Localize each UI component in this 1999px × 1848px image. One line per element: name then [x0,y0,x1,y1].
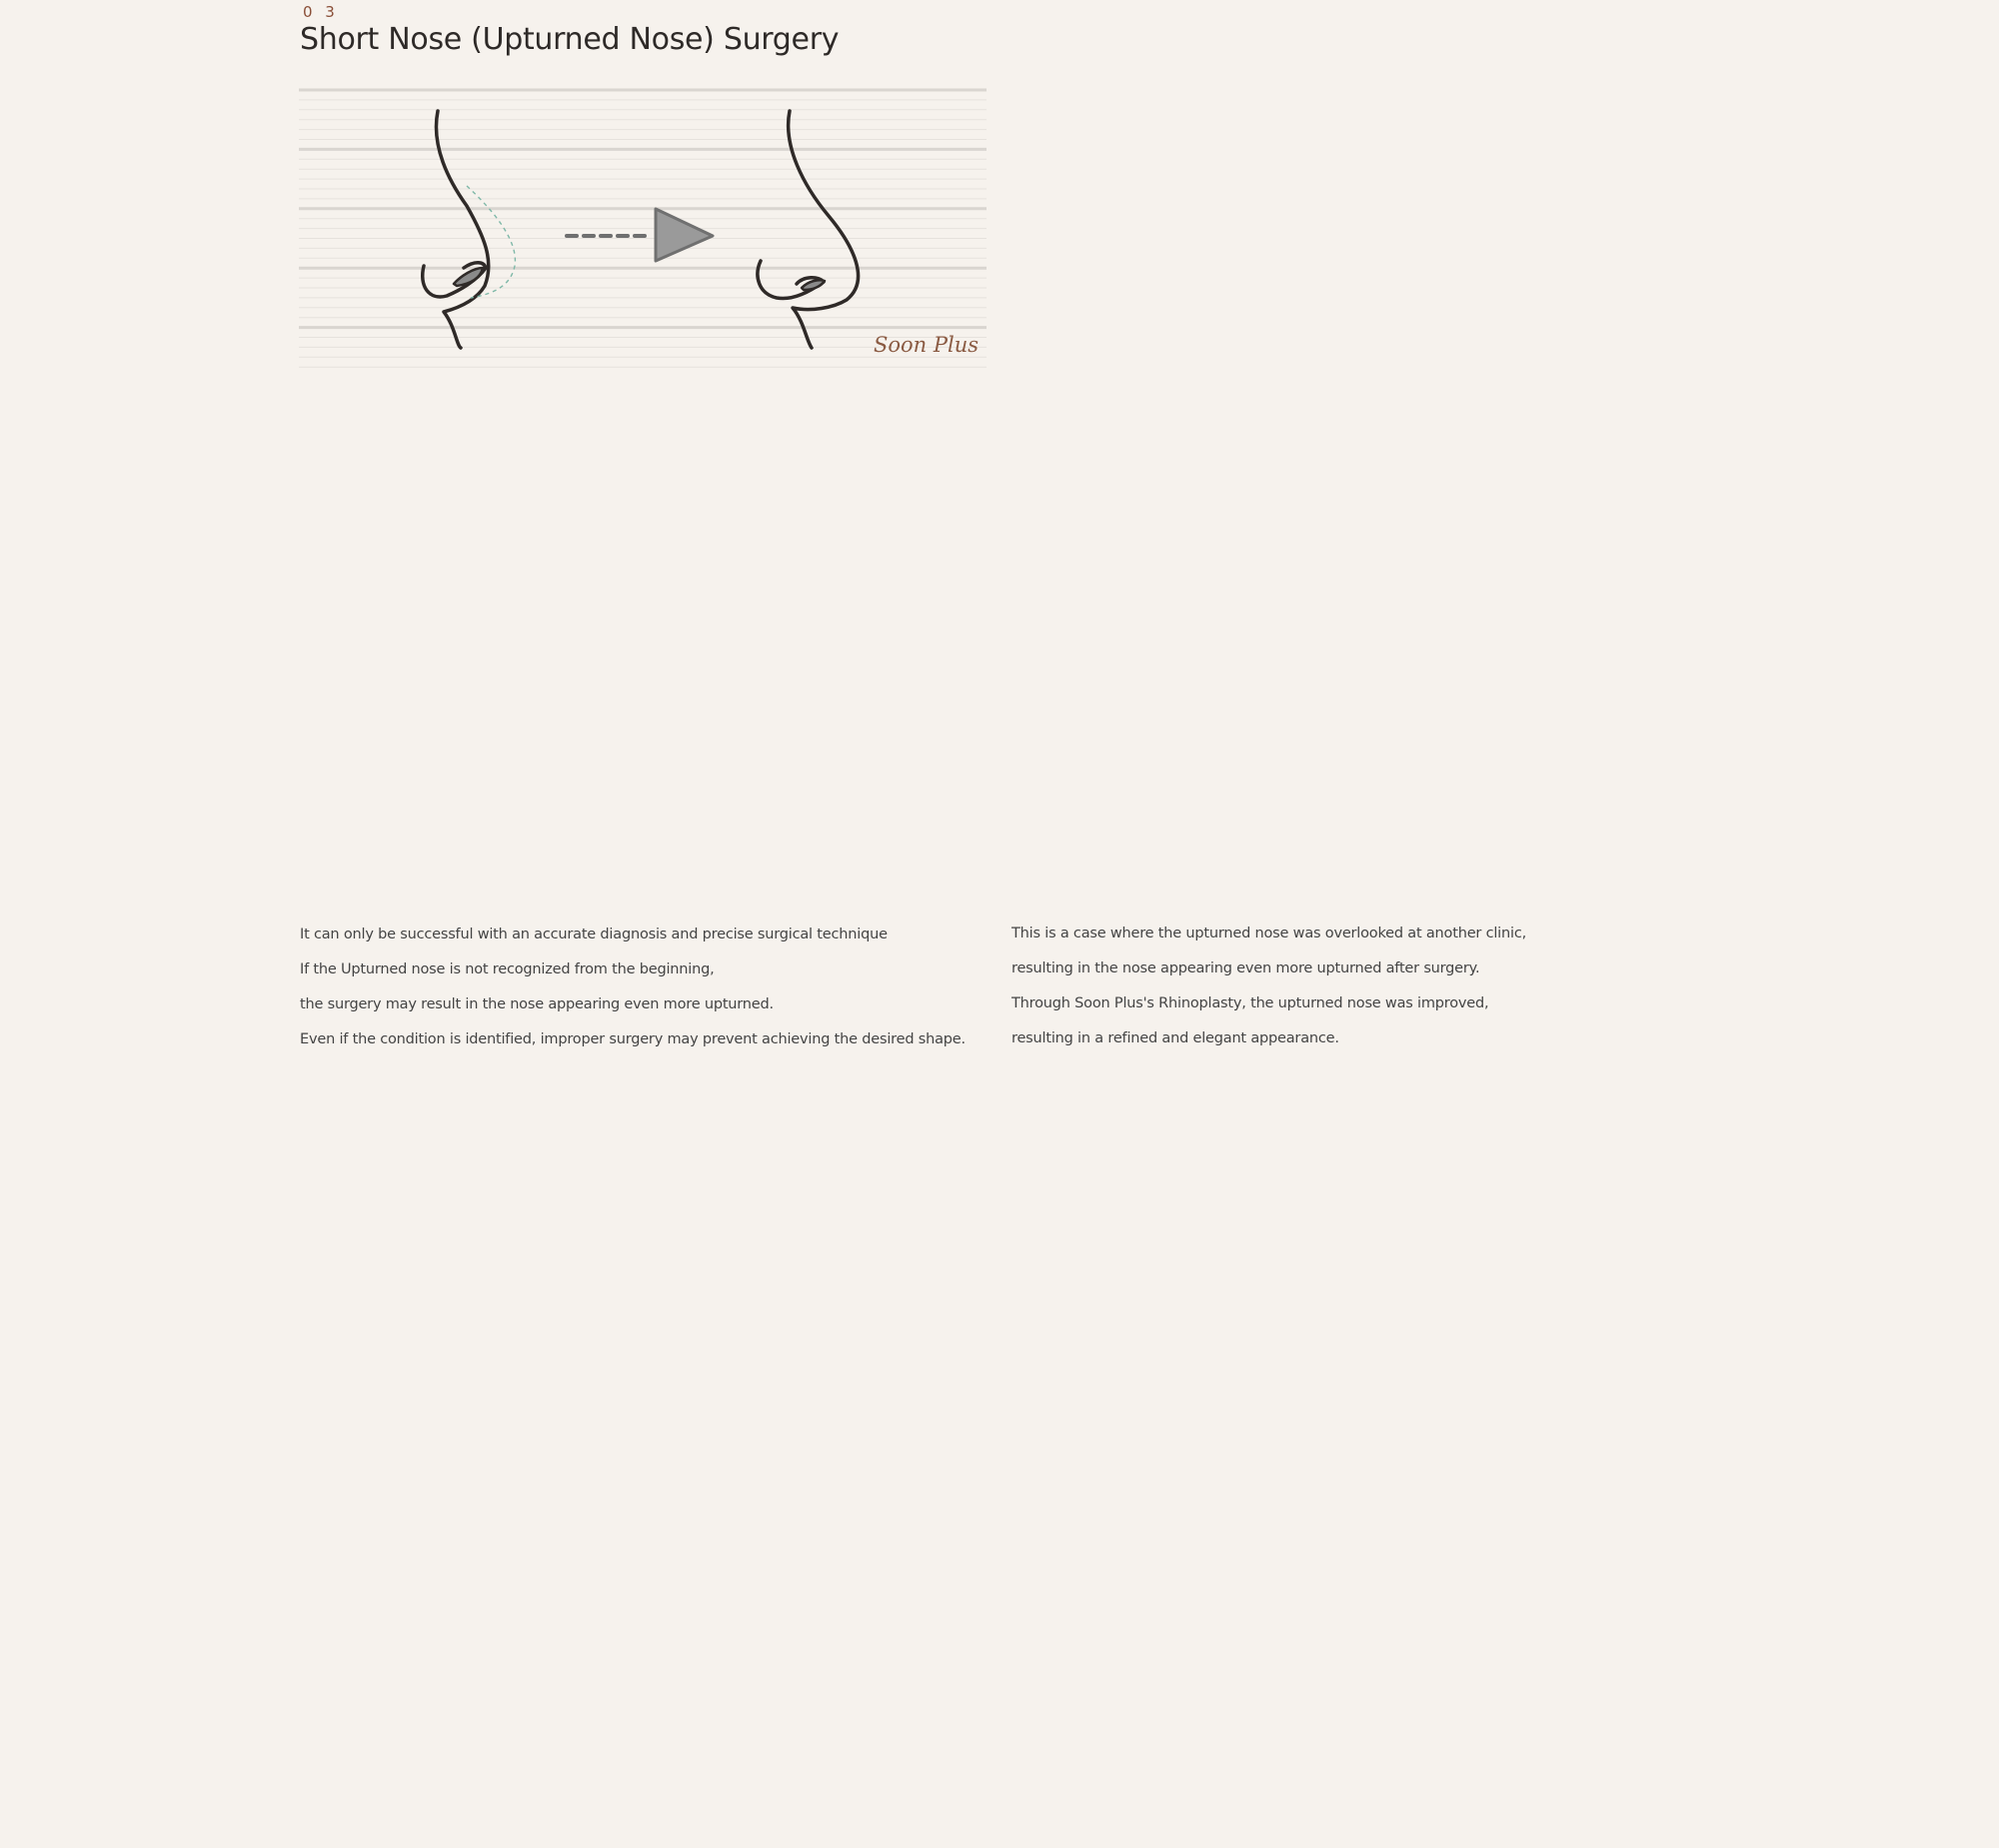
brand-signature: Soon Plus [873,333,979,357]
nose-before-icon [423,111,489,348]
description-line: It can only be successful with an accurate diagnosis and precise surgical technique [300,926,888,942]
page-title: Short Nose (Upturned Nose) Surgery [300,22,840,57]
description-left [300,918,966,1057]
arrow-right-icon [567,209,713,261]
description-right [1011,917,1526,1056]
section-number: 0 3 [303,3,339,21]
description-line: Even if the condition is identified, improper surgery may prevent achieving the desired shape. [300,1031,966,1047]
description-line: Through Soon Plus's Rhinoplasty, the upturned nose was improved, [1011,995,1489,1011]
description-line: the surgery may result in the nose appearing even more upturned. [300,996,774,1012]
ruled-lines [299,90,987,367]
nose-after-icon [758,111,859,348]
description-line: resulting in a refined and elegant appearance. [1011,1030,1339,1046]
description-line: If the Upturned nose is not recognized from the beginning, [300,961,715,977]
description-line: This is a case where the upturned nose was overlooked at another clinic, [1011,925,1527,941]
description-line: resulting in the nose appearing even more upturned after surgery. [1011,960,1480,976]
nose-diagram [299,86,987,372]
